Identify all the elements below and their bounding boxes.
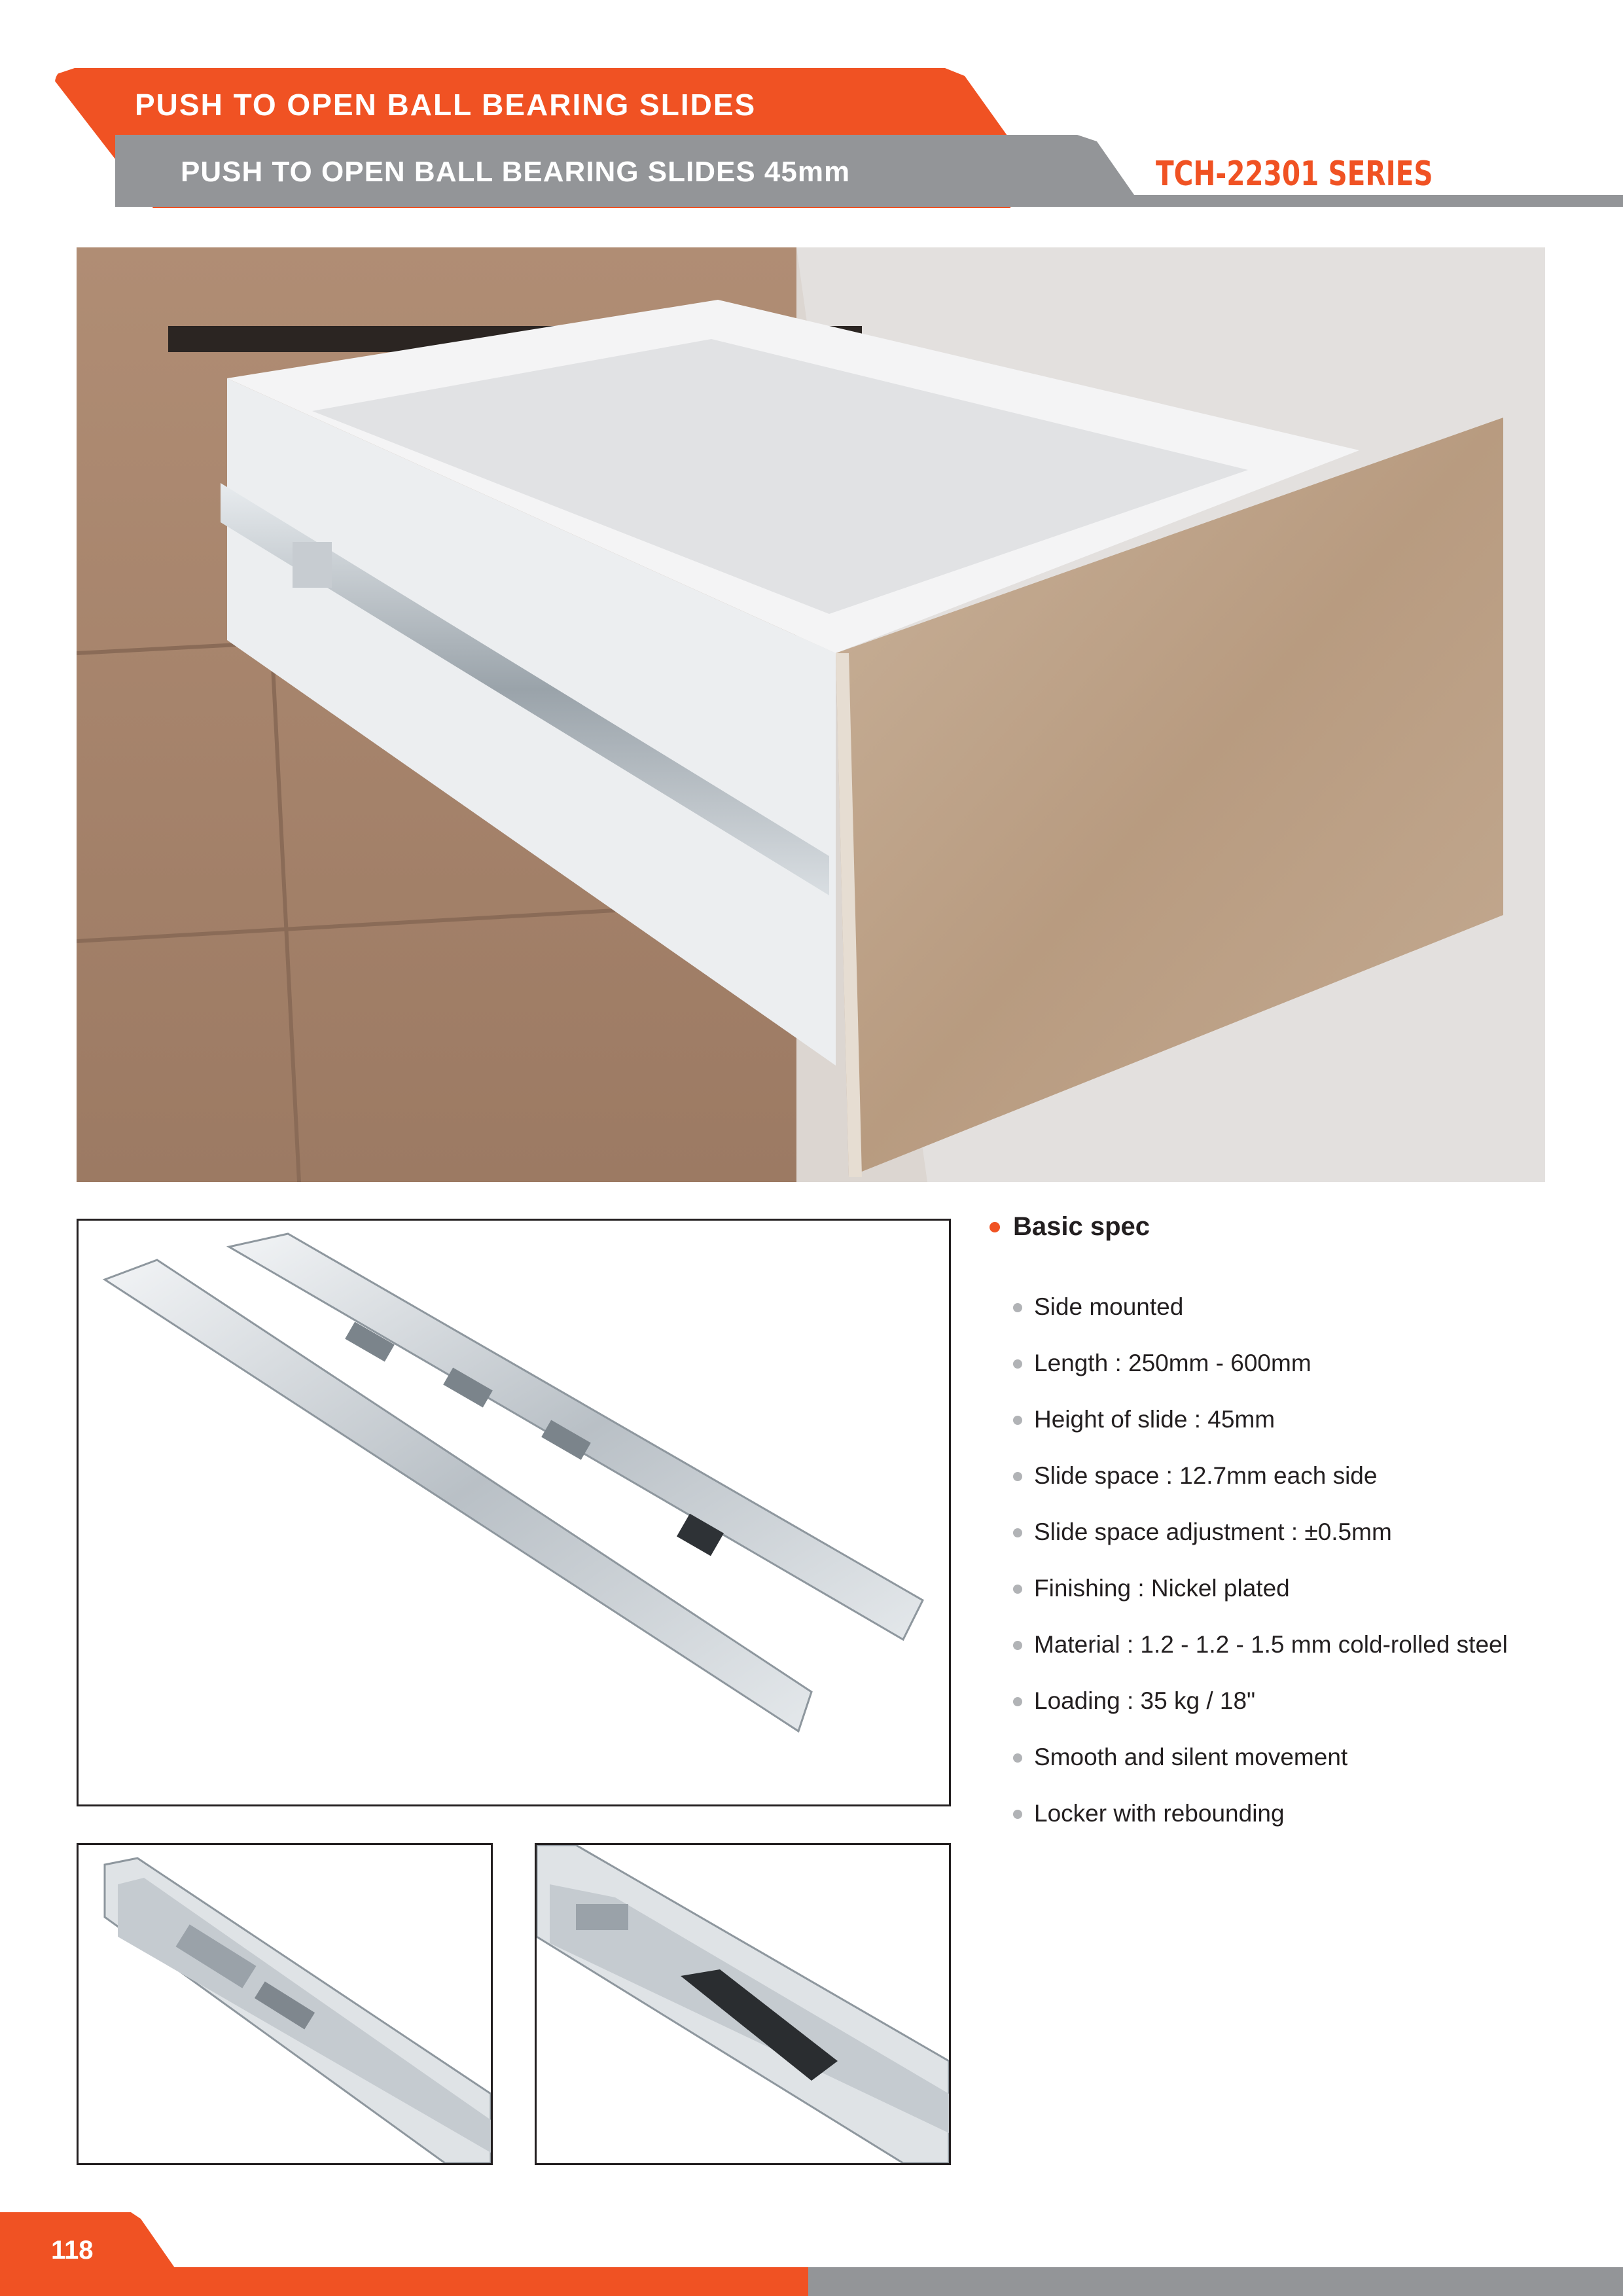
spec-bullet	[1013, 1303, 1022, 1312]
slide-pair-illustration	[79, 1221, 949, 1804]
slide-detail-image-left	[77, 1843, 493, 2165]
spec-item	[1013, 1744, 1508, 1800]
spec-item-text: Smooth and silent movement	[1034, 1744, 1348, 1770]
drawer-photo	[77, 247, 1545, 1182]
spec-list	[1013, 1293, 1508, 1856]
spec-bullet	[1013, 1753, 1022, 1763]
header-rule	[115, 195, 1623, 207]
spec-bullet	[1013, 1641, 1022, 1650]
spec-item-text: Slide space adjustment : ±0.5mm	[1034, 1518, 1392, 1545]
spec-bullet	[1013, 1585, 1022, 1594]
page-title: PUSH TO OPEN BALL BEARING SLIDES	[135, 88, 757, 122]
spec-item-text: Height of slide : 45mm	[1034, 1406, 1275, 1433]
spec-item	[1013, 1800, 1508, 1856]
spec-heading-bullet	[990, 1222, 1000, 1232]
spec-item-text: Finishing : Nickel plated	[1034, 1575, 1290, 1602]
spec-bullet	[1013, 1359, 1022, 1369]
slide-pair-image	[77, 1219, 951, 1806]
spec-item	[1013, 1406, 1508, 1462]
spec-bullet	[1013, 1472, 1022, 1481]
footer-orange-band	[151, 2267, 808, 2296]
spec-item-text: Side mounted	[1034, 1293, 1184, 1320]
spec-bullet	[1013, 1697, 1022, 1706]
footer-gray-band	[808, 2267, 1623, 2296]
series-label: TCH-22301 SERIES	[1156, 154, 1433, 194]
spec-heading	[990, 1212, 1150, 1242]
slide-detail-image-right	[535, 1843, 951, 2165]
page-number: 118	[51, 2236, 94, 2265]
spec-item	[1013, 1631, 1508, 1687]
spec-title: Basic spec	[1013, 1212, 1150, 1241]
spec-item	[1013, 1350, 1508, 1406]
slide-detail-left-illustration	[79, 1845, 491, 2163]
spec-item	[1013, 1687, 1508, 1744]
spec-item-text: Length : 250mm - 600mm	[1034, 1350, 1311, 1376]
drawer-illustration	[77, 247, 1545, 1182]
spec-item	[1013, 1462, 1508, 1518]
spec-item-text: Material : 1.2 - 1.2 - 1.5 mm cold-rolled steel	[1034, 1631, 1508, 1658]
slide-detail-right-illustration	[537, 1845, 949, 2163]
spec-item	[1013, 1575, 1508, 1631]
spec-bullet	[1013, 1528, 1022, 1537]
spec-item	[1013, 1293, 1508, 1350]
spec-bullet	[1013, 1810, 1022, 1819]
spec-bullet	[1013, 1416, 1022, 1425]
page-subtitle: PUSH TO OPEN BALL BEARING SLIDES 45mm	[181, 156, 851, 188]
spec-item-text: Slide space : 12.7mm each side	[1034, 1462, 1378, 1489]
spec-item-text: Loading : 35 kg / 18"	[1034, 1687, 1256, 1714]
spec-item-text: Locker with rebounding	[1034, 1800, 1285, 1827]
spec-item	[1013, 1518, 1508, 1575]
